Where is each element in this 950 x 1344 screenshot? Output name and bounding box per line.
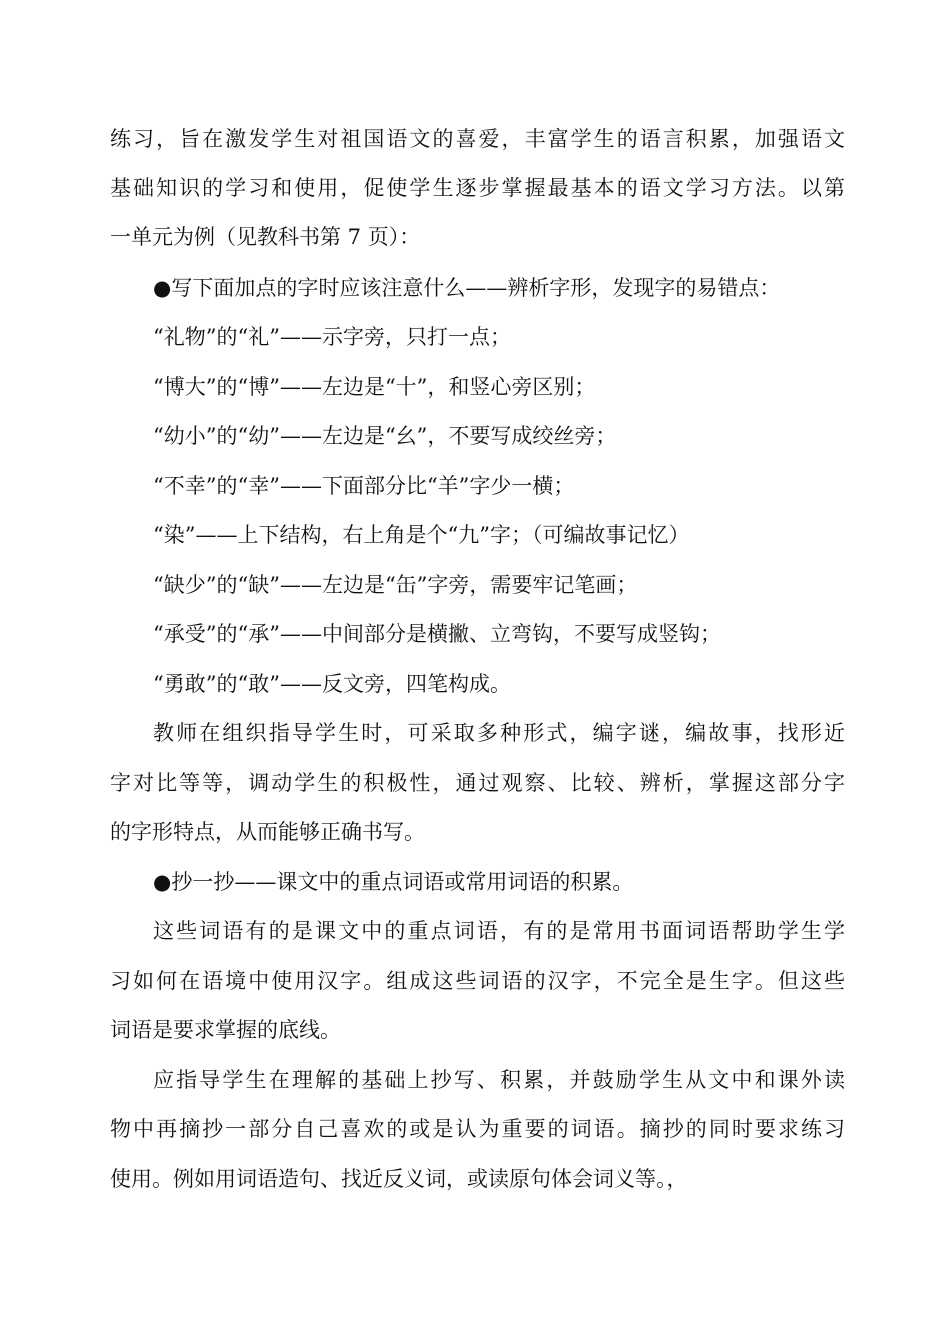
text-line: 基础知识的学习和使用，促使学生逐步掌握最基本的语文学习方法。以第 bbox=[110, 176, 845, 200]
text-line: 练习，旨在激发学生对祖国语文的喜爱，丰富学生的语言积累，加强语文 bbox=[110, 127, 845, 151]
text-line: 应指导学生在理解的基础上抄写、积累，并鼓励学生从文中和课外读 bbox=[153, 1068, 845, 1092]
text-line: 习如何在语境中使用汉字。组成这些词语的汉字，不完全是生字。但这些 bbox=[110, 969, 845, 993]
text-line: 一单元为例（见教科书第 7 页）： bbox=[110, 225, 421, 249]
text-line: 的字形特点，从而能够正确书写。 bbox=[110, 820, 425, 844]
text-line: 词语是要求掌握的底线。 bbox=[110, 1018, 341, 1042]
text-line: 使用。例如用词语造句、找近反义词，或读原句体会词义等。， bbox=[110, 1167, 688, 1191]
text-line: “勇敢”的“敢”——反文旁，四笔构成。 bbox=[153, 672, 511, 696]
text-line: “礼物”的“礼”——示字旁，只打一点； bbox=[153, 325, 511, 349]
text-line: “幼小”的“幼”——左边是“幺”，不要写成绞丝旁； bbox=[153, 424, 617, 448]
text-line: “博大”的“博”——左边是“十”，和竖心旁区别； bbox=[153, 375, 596, 399]
bullet-line: ●写下面加点的字时应该注意什么——辨析字形，发现字的易错点： bbox=[153, 276, 781, 300]
bullet-line: ●抄一抄——课文中的重点词语或常用词语的积累。 bbox=[153, 870, 634, 894]
text-line: 字对比等等，调动学生的积极性，通过观察、比较、辨析，掌握这部分字 bbox=[110, 771, 845, 795]
text-line: 物中再摘抄一部分自己喜欢的或是认为重要的词语。摘抄的同时要求练习 bbox=[110, 1117, 845, 1141]
text-line: “承受”的“承”——中间部分是横撇、立弯钩，不要写成竖钩； bbox=[153, 622, 721, 646]
text-line: “染”——上下结构，右上角是个“九”字；（可编故事记忆） bbox=[153, 523, 690, 547]
text-line: “不幸”的“幸”——下面部分比“羊”字少一横； bbox=[153, 474, 575, 498]
text-line: 这些词语有的是课文中的重点词语，有的是常用书面词语帮助学生学 bbox=[153, 919, 845, 943]
text-line: 教师在组织指导学生时，可采取多种形式，编字谜，编故事，找形近 bbox=[153, 721, 845, 745]
text-line: “缺少”的“缺”——左边是“缶”字旁，需要牢记笔画； bbox=[153, 573, 638, 597]
